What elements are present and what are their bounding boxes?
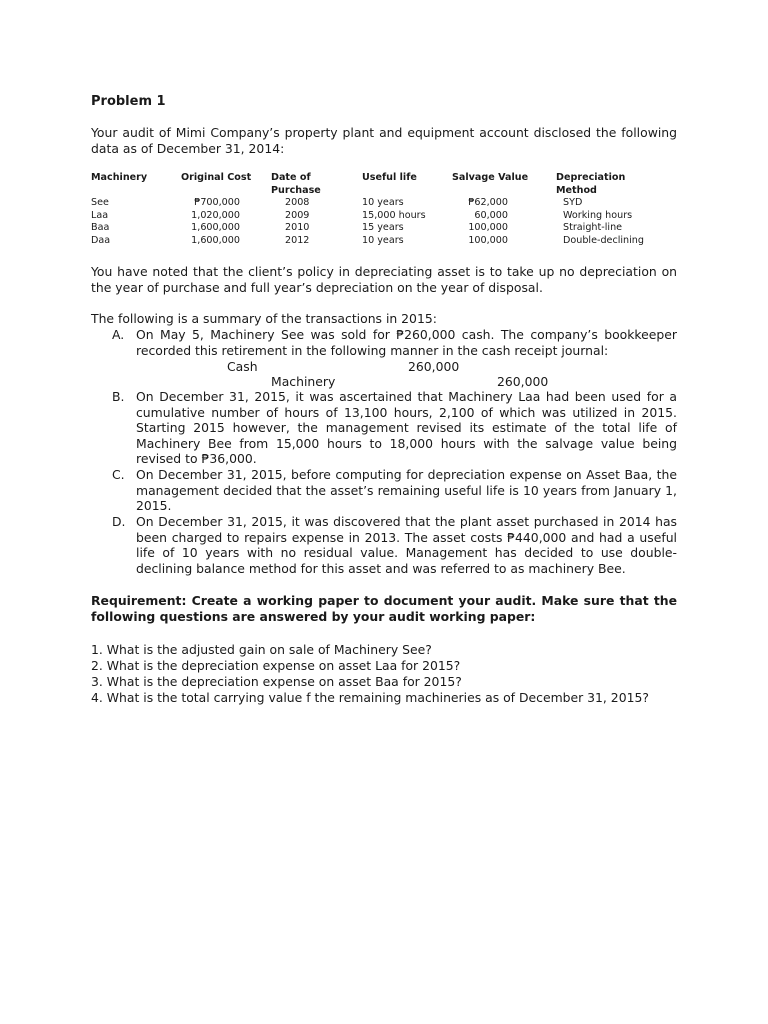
row-baa-salvage: 100,000 bbox=[468, 222, 508, 234]
transaction-text: On December 31, 2015, it was discovered that the plant asset purchased in 2014 has been charged to repairs expense in 2013. The asset costs ₱440,000 and had a useful life of 10 years with no residual value. Management has decided to use double-declining balance method for this asset and was referred to as machinery Bee. bbox=[136, 514, 677, 576]
row-see-name: See bbox=[91, 197, 109, 209]
summary-intro: The following is a summary of the transactions in 2015: bbox=[91, 311, 437, 326]
question-3: 3. What is the depreciation expense on asset Baa for 2015? bbox=[91, 674, 462, 689]
header-salvage-value: Salvage Value bbox=[452, 172, 529, 183]
row-see-year: 2008 bbox=[285, 197, 310, 209]
row-see-method: SYD bbox=[563, 197, 583, 209]
row-daa-year: 2012 bbox=[285, 235, 310, 246]
question-4: 4. What is the total carrying value f the remaining machineries as of December 31, 2015? bbox=[91, 690, 649, 705]
row-daa-cost: 1,600,000 bbox=[191, 235, 240, 246]
transaction-label: B. bbox=[112, 389, 125, 404]
row-baa-name: Baa bbox=[91, 222, 110, 234]
policy-paragraph: You have noted that the client’s policy in depreciating asset is to take up no depreciation on the year of purchase and full year’s depreciation on the year of disposal. bbox=[91, 264, 677, 295]
row-daa-method: Double-declining bbox=[563, 235, 644, 246]
row-laa-year: 2009 bbox=[285, 209, 310, 221]
journal-credit-account: Machinery bbox=[271, 374, 336, 389]
row-laa-life: 15,000 hours bbox=[362, 209, 426, 221]
row-laa-method: Working hours bbox=[563, 209, 633, 221]
transaction-a bbox=[112, 327, 677, 358]
row-baa-cost: 1,600,000 bbox=[191, 222, 240, 234]
header-dep-line1: Depreciation bbox=[556, 172, 626, 183]
transaction-text: On December 31, 2015, before computing for depreciation expense on Asset Baa, the management decided that the asset’s remaining useful life is 10 years from January 1, 2015. bbox=[136, 467, 677, 513]
row-see-life: 10 years bbox=[362, 197, 404, 209]
header-date-line1: Date of bbox=[271, 172, 311, 183]
journal-credit-amount: 260,000 bbox=[497, 374, 549, 389]
journal-debit-amount: 260,000 bbox=[408, 359, 460, 374]
row-daa-name: Daa bbox=[91, 235, 111, 246]
transaction-label: A. bbox=[112, 327, 125, 342]
row-laa-cost: 1,020,000 bbox=[191, 209, 240, 221]
row-baa-year: 2010 bbox=[285, 222, 310, 234]
transaction-text: On May 5, Machinery See was sold for ₱260,000 cash. The company’s bookkeeper recorded this retirement in the following manner in the cash receipt journal: bbox=[136, 327, 677, 358]
header-machinery: Machinery bbox=[91, 172, 148, 183]
journal-debit-account: Cash bbox=[227, 359, 258, 374]
transaction-text: On December 31, 2015, it was ascertained that Machinery Laa had been used for a cumulative number of hours of 13,100 hours, 2,100 of which was utilized in 2015. Starting 2015 however, the management revised its estimate of the total life of Machinery Bee from 15,000 hours to 18,000 hours with the salvage value being revised to ₱36,000. bbox=[136, 389, 677, 466]
header-date-line2: Purchase bbox=[271, 184, 321, 196]
problem-title: Problem 1 bbox=[91, 94, 166, 109]
transaction-label: D. bbox=[112, 514, 126, 529]
transaction-d bbox=[112, 514, 677, 576]
intro-paragraph: Your audit of Mimi Company’s property plant and equipment account disclosed the following data as of December 31, 2014: bbox=[91, 125, 677, 156]
row-daa-salvage: 100,000 bbox=[468, 235, 508, 246]
header-original-cost: Original Cost bbox=[181, 172, 252, 183]
row-laa-name: Laa bbox=[91, 209, 109, 221]
row-daa-life: 10 years bbox=[362, 235, 404, 246]
row-laa-salvage: 60,000 bbox=[474, 209, 508, 221]
row-baa-life: 15 years bbox=[362, 222, 404, 234]
requirement-paragraph: Requirement: Create a working paper to document your audit. Make sure that the following questions are answered by your audit working paper: bbox=[91, 593, 677, 624]
row-see-salvage: ₱62,000 bbox=[468, 197, 508, 209]
row-baa-method: Straight-line bbox=[563, 222, 623, 234]
transaction-label: C. bbox=[112, 467, 125, 482]
row-see-cost: ₱700,000 bbox=[194, 197, 240, 209]
question-1: 1. What is the adjusted gain on sale of Machinery See? bbox=[91, 642, 432, 657]
transaction-c bbox=[112, 467, 677, 514]
header-useful-life: Useful life bbox=[362, 172, 417, 183]
header-dep-line2: Method bbox=[556, 184, 597, 196]
question-2: 2. What is the depreciation expense on asset Laa for 2015? bbox=[91, 658, 461, 673]
transaction-b bbox=[112, 389, 677, 467]
